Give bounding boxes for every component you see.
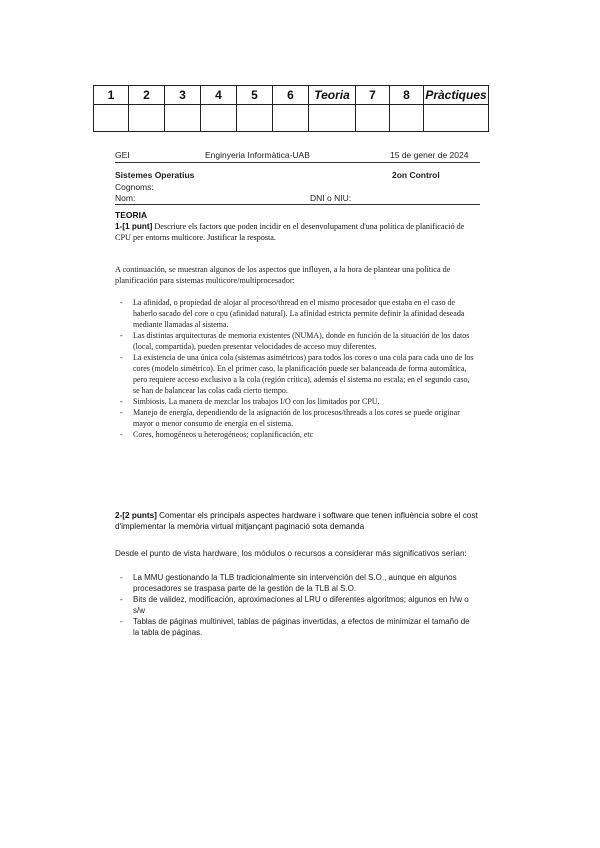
- list-item: - Manejo de energía, dependiendo de la asignación de los procesos/threads a los cores se puede originar mayor o menor consumo de energía en el sistema.: [115, 407, 477, 429]
- grade-value-7[interactable]: [356, 105, 390, 132]
- grade-table-values: [94, 105, 489, 132]
- grade-cell-1: 1: [94, 86, 129, 105]
- list-item: - Cores, homogéneos u heterogéneos; coplanificación, etc: [115, 429, 477, 440]
- grade-cell-6: 6: [273, 86, 309, 105]
- name-rule: [115, 204, 480, 205]
- list-item: - La afinidad, o propiedad de alojar al proceso/thread en el mismo procesador que estaba en el caso de haberlo sacado del core o cpu (afinidad natural). La afinidad estricta permite definir la afinidad deseada mediante llamadas al sistema.: [115, 297, 477, 330]
- degree: Enginyeria Informàtica-UAB: [205, 150, 310, 160]
- list-item: - Las distintas arquitecturas de memoria existentes (NUMA), donde en función de la situación de los datos (local, compartida), pueden presentar velocidades de acceso muy diferentes.: [115, 330, 477, 352]
- grade-table: [93, 85, 489, 132]
- grade-value-6[interactable]: [273, 105, 309, 132]
- surnames-label: Cognoms:: [115, 182, 154, 192]
- grade-cell-5: 5: [237, 86, 273, 105]
- grade-table-header: [94, 86, 489, 105]
- question-1-text: Descriure els factors que poden incidir en el desenvolupament d'una política de planificació de CPU per entorns multicore. Justificar la resposta.: [115, 222, 465, 242]
- name-label: Nom:: [115, 193, 136, 203]
- grade-value-2[interactable]: [129, 105, 165, 132]
- list-item: - Bits de validez, modificación, aproximaciones al LRU o diferentes algoritmos; algunos en h/w o s/w: [115, 594, 477, 616]
- grade-value-3[interactable]: [165, 105, 201, 132]
- list-item: - La MMU gestionando la TLB tradicionalmente sin intervención del S.O., aunque en algunos procesadores se traspasa parte de la gestión de la TLB al S.O.: [115, 572, 477, 594]
- grade-value-1[interactable]: [94, 105, 129, 132]
- grade-cell-8: 8: [390, 86, 424, 105]
- exam-title: 2on Control: [392, 170, 440, 180]
- grade-value-practiques[interactable]: [424, 105, 489, 132]
- id-label: DNI o NIU:: [310, 193, 352, 203]
- question-1-label: 1-[1 punt]: [115, 222, 153, 231]
- answer-2-intro: Desde el punto de vista hardware, los módulos o recursos a considerar más significativos serían:: [115, 549, 467, 558]
- list-item: - Tablas de páginas multinivel, tablas de páginas invertidas, a efectos de minimizar el tamaño de la tabla de páginas.: [115, 616, 477, 638]
- grade-cell-3: 3: [165, 86, 201, 105]
- question-1: [115, 221, 480, 243]
- list-item: - Simbiosis. La manera de mezclar los trabajos I/O con los limitados por CPU.: [115, 396, 477, 407]
- grade-value-teoria[interactable]: [309, 105, 356, 132]
- grade-cell-teoria: Teoria: [309, 86, 356, 105]
- list-item: - La existencia de una única cola (sistemas asimétricos) para todos los cores o una cola para cada uno de los cores (modelo simétrico). En el primer caso, la planificación puede ser balanceada de forma automática, pero requiere acceso exclusivo a la cola (región crítica), además el sistema no escala; en el segundo caso, se han de balancear las colas cada cierto tiempo.: [115, 352, 477, 396]
- exam-date: 15 de gener de 2024: [390, 150, 469, 160]
- grade-value-8[interactable]: [390, 105, 424, 132]
- grade-value-4[interactable]: [201, 105, 237, 132]
- header-rule: [115, 162, 480, 163]
- grade-cell-practiques: Pràctiques: [424, 86, 489, 105]
- answer-2-list: [115, 572, 477, 638]
- grade-value-5[interactable]: [237, 105, 273, 132]
- grade-cell-4: 4: [201, 86, 237, 105]
- question-2-label: 2-[2 punts]: [115, 511, 157, 520]
- question-2-text: Comentar els principals aspectes hardware i software que tenen influència sobre el cost d'implementar la memòria virtual mitjançant paginació sota demanda: [115, 511, 478, 531]
- grade-cell-2: 2: [129, 86, 165, 105]
- question-2: [115, 510, 480, 532]
- answer-1-list: [115, 297, 477, 440]
- answer-1-intro: A continuación, se muestran algunos de los aspectos que influyen, a la hora de plantear una política de planificación para sistemas multicore/multiprocesador:: [115, 265, 451, 285]
- section-title: TEORIA: [115, 210, 148, 220]
- subject: Sistemes Operatius: [115, 170, 195, 180]
- course-code: GEI: [115, 150, 130, 160]
- grade-cell-7: 7: [356, 86, 390, 105]
